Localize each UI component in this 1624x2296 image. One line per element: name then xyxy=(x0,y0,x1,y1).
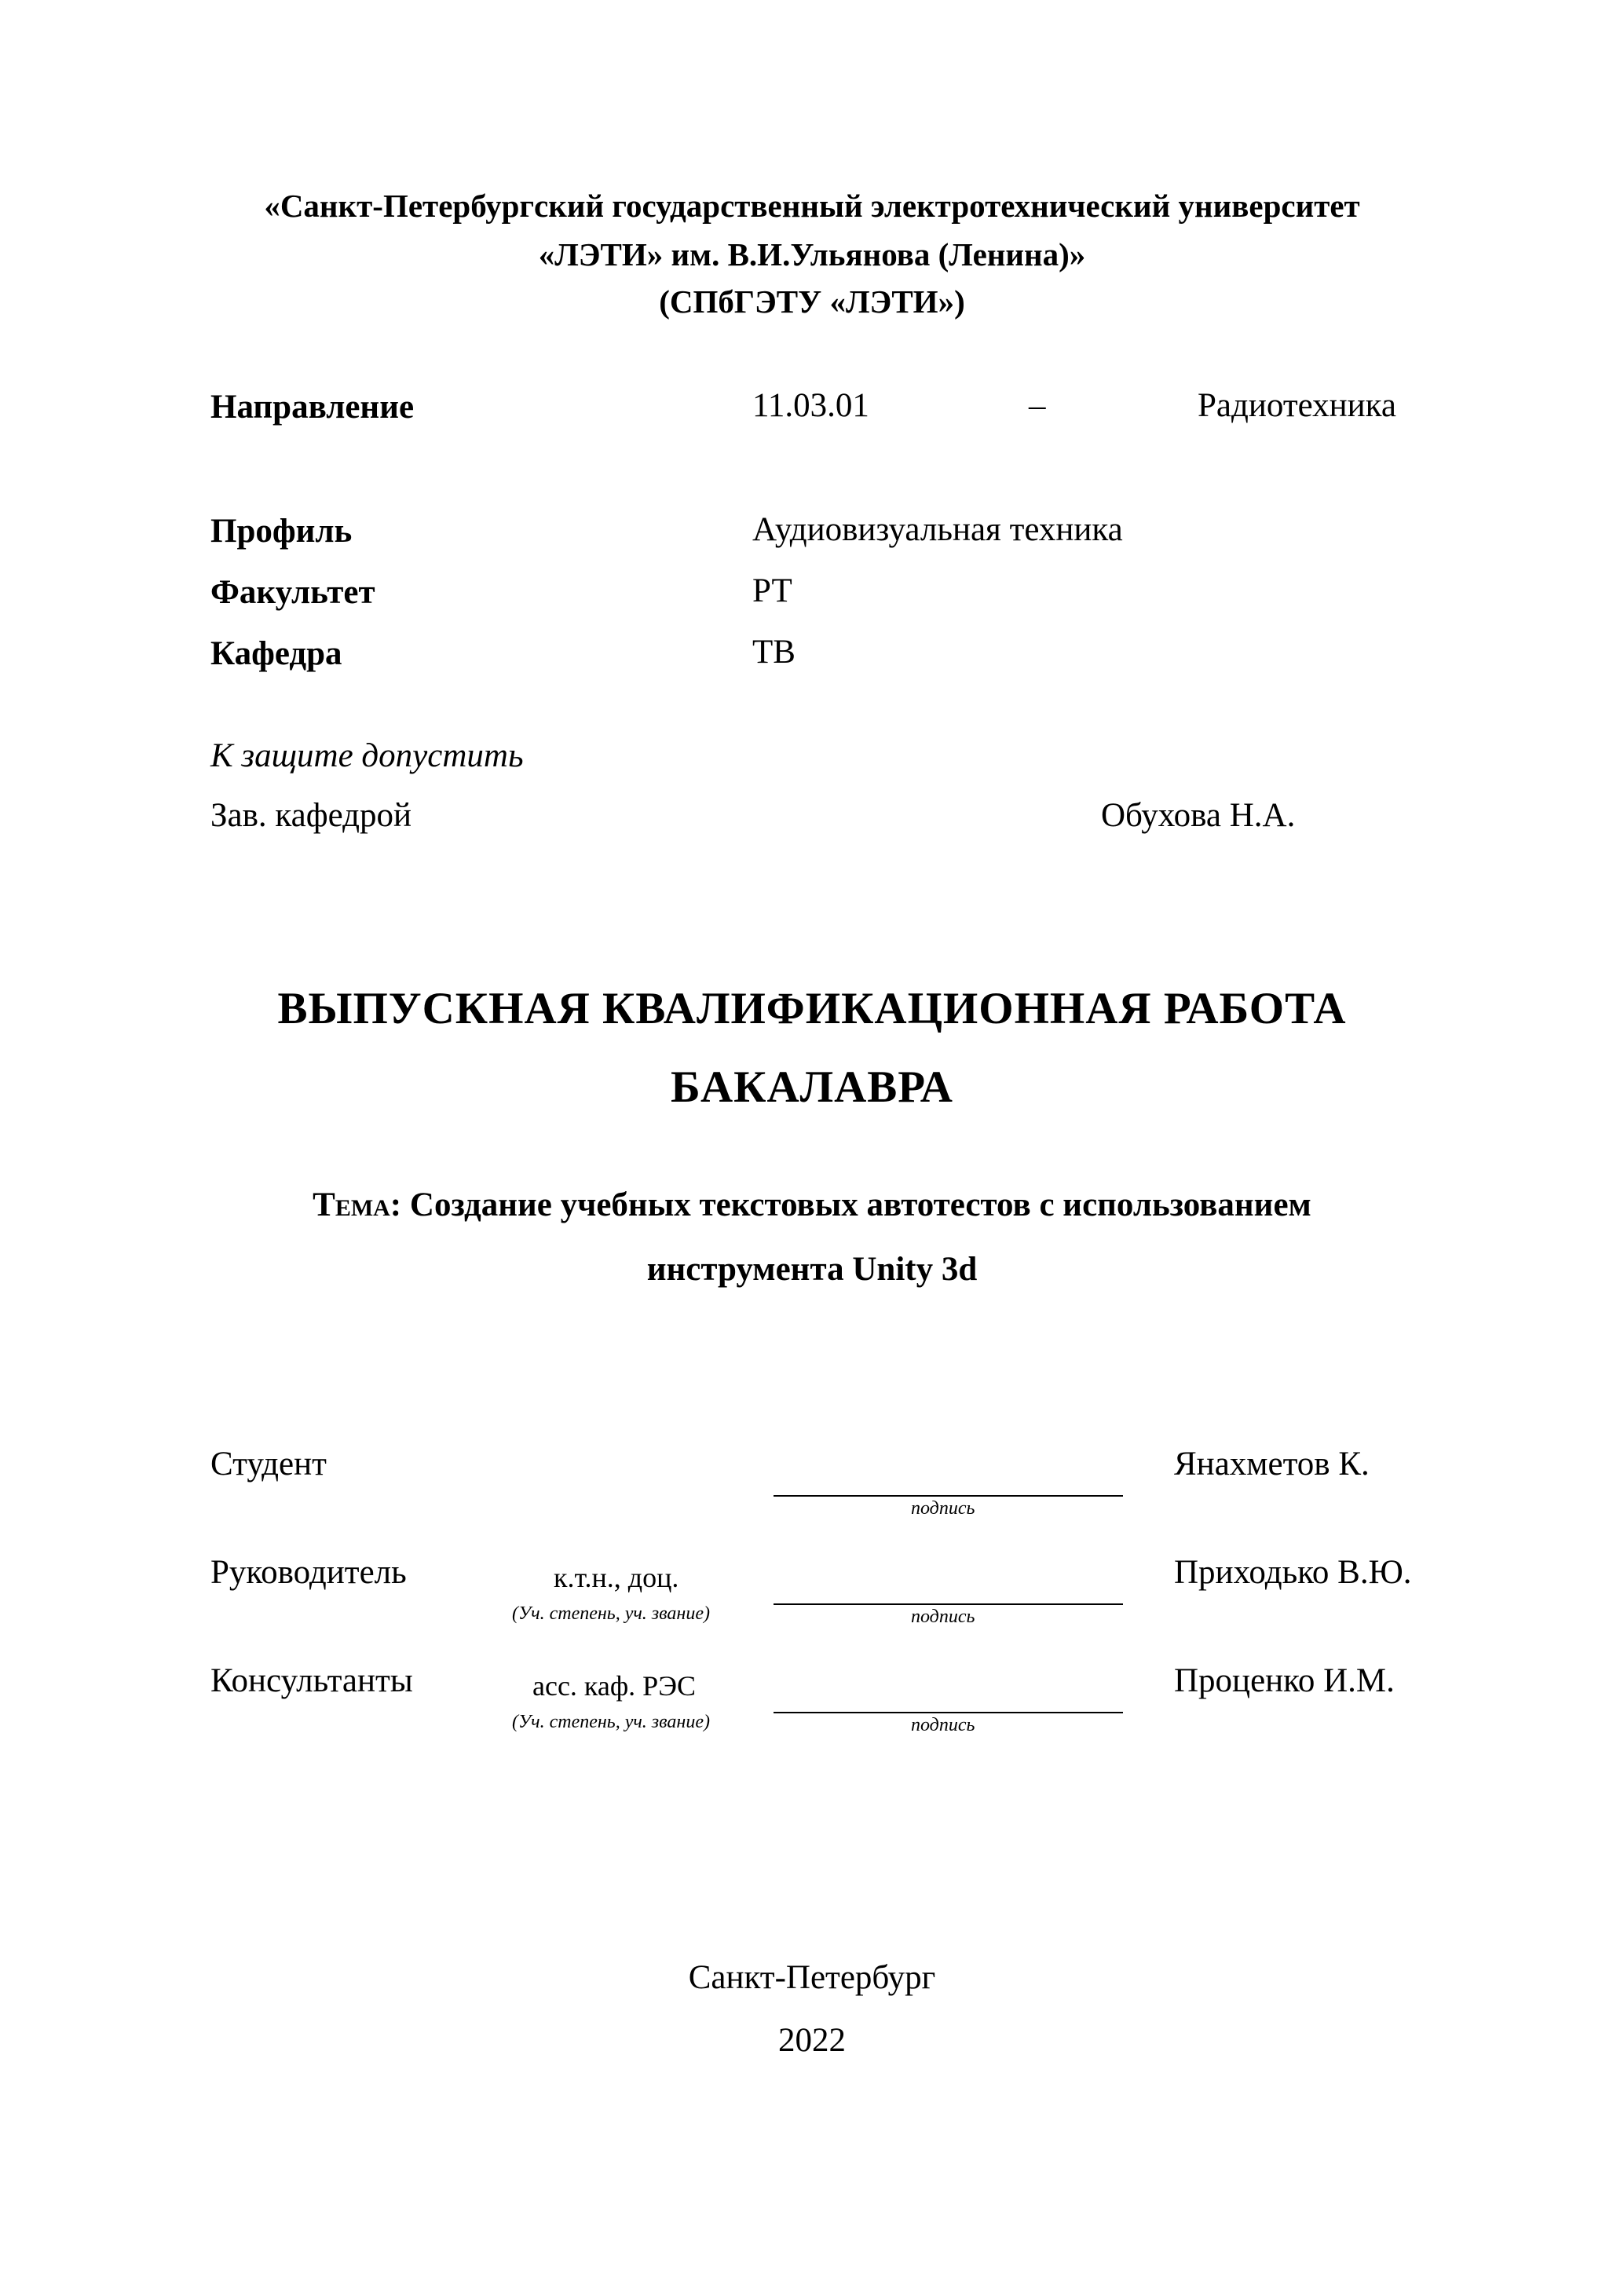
faculty-label: Факультет xyxy=(210,574,375,611)
university-abbrev: (СПбГЭТУ «ЛЭТИ») xyxy=(659,283,965,320)
university-name-line1: «Санкт-Петербургский государственный электротехнический университет xyxy=(264,188,1360,224)
role-label: Студент xyxy=(210,1446,327,1483)
signature-line xyxy=(774,1603,1123,1605)
year: 2022 xyxy=(778,2022,846,2059)
signature-hint: подпись xyxy=(911,1607,975,1627)
direction-label: Направление xyxy=(210,389,415,426)
person-name: Проценко И.М. xyxy=(1174,1662,1395,1699)
work-title-line1: ВЫПУСКНАЯ КВАЛИФИКАЦИОННАЯ РАБОТА xyxy=(277,984,1347,1033)
department-value: ТВ xyxy=(752,634,796,671)
university-name-line2: «ЛЭТИ» им. В.И.Ульянова (Ленина)» xyxy=(538,236,1086,272)
theme-line1 xyxy=(0,1186,1624,1224)
signature-line xyxy=(774,1712,1123,1713)
academic-degree: к.т.н., доц. xyxy=(554,1562,679,1593)
degree-hint: (Уч. степень, уч. звание) xyxy=(512,1603,710,1624)
person-name: Приходько В.Ю. xyxy=(1174,1554,1412,1591)
admission-note: К защите допустить xyxy=(210,737,524,774)
signature-line xyxy=(774,1495,1123,1497)
department-label: Кафедра xyxy=(210,635,342,672)
direction-dash: – xyxy=(1029,387,1046,424)
signature-hint: подпись xyxy=(911,1715,975,1735)
signature-hint: подпись xyxy=(911,1498,975,1519)
direction-code: 11.03.01 xyxy=(752,387,869,424)
profile-value: Аудиовизуальная техника xyxy=(752,511,1123,548)
head-of-department-label: Зав. кафедрой xyxy=(210,797,412,834)
theme-line2: инструмента Unity 3d xyxy=(646,1251,978,1288)
theme-text-line1: Создание учебных текстовых автотестов с использованием xyxy=(409,1186,1311,1223)
degree-hint: (Уч. степень, уч. звание) xyxy=(512,1712,710,1732)
work-title-line2: БАКАЛАВРА xyxy=(671,1062,953,1112)
head-of-department-name: Обухова Н.А. xyxy=(1101,797,1296,834)
faculty-value: РТ xyxy=(752,572,792,609)
role-label: Руководитель xyxy=(210,1554,407,1591)
profile-label: Профиль xyxy=(210,513,353,550)
direction-name: Радиотехника xyxy=(1198,387,1396,424)
role-label: Консультанты xyxy=(210,1662,413,1699)
person-name: Янахметов К. xyxy=(1174,1446,1370,1483)
academic-degree: асс. каф. РЭС xyxy=(532,1670,696,1702)
city: Санкт-Петербург xyxy=(688,1959,936,1996)
theme-prefix: Тема: xyxy=(313,1186,402,1223)
